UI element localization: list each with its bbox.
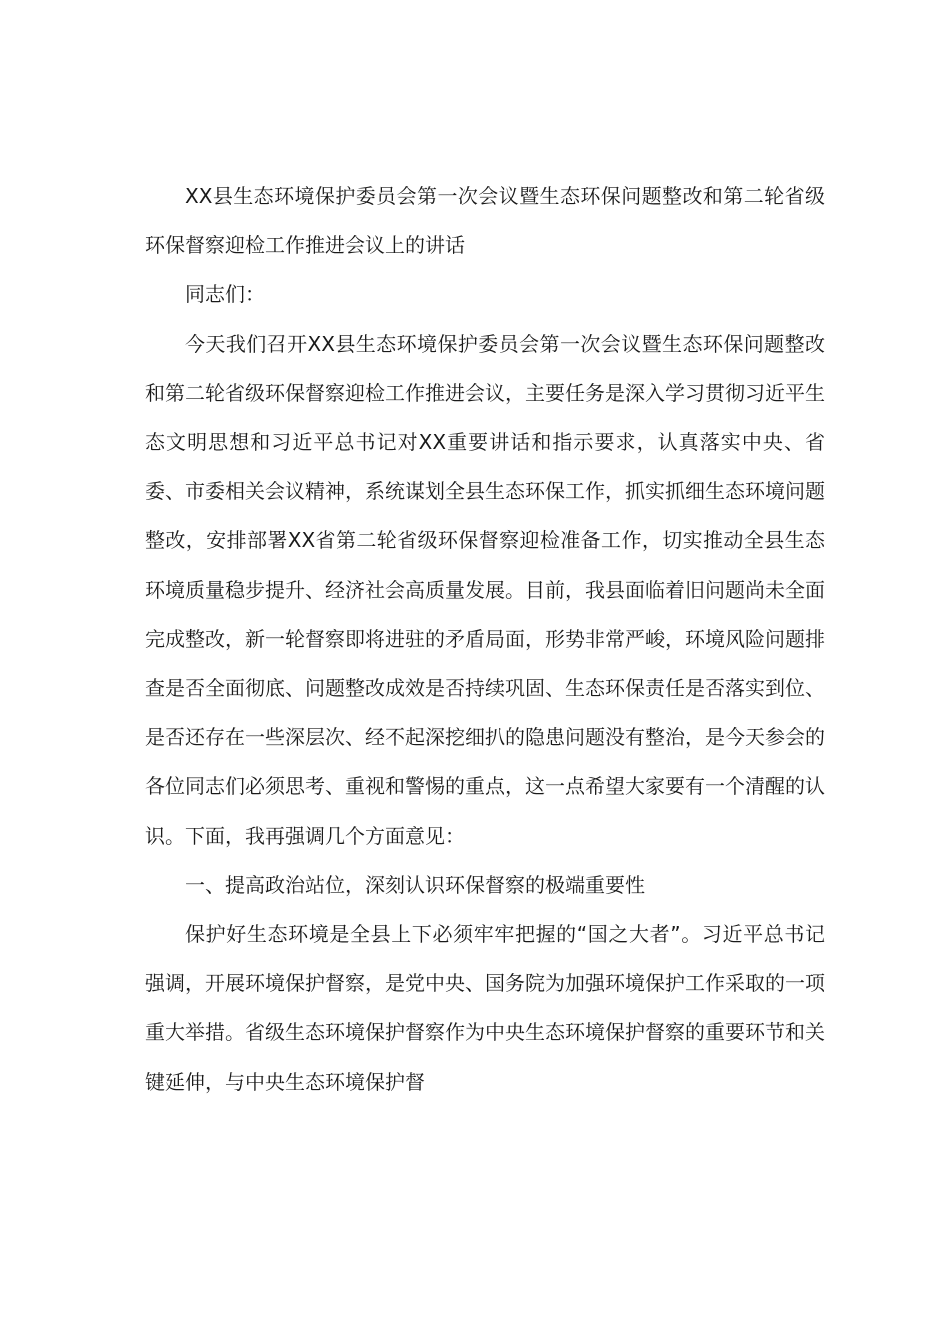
- document-body: [145, 172, 825, 1107]
- document-title: XX县生态环境保护委员会第一次会议暨生态环保问题整改和第二轮省级环保督察迎检工作推进会议上的讲话: [145, 184, 825, 258]
- body-paragraph-section-1: 保护好生态环境是全县上下必须牢牢把握的“国之大者”。习近平总书记强调，开展环境保护督察，是党中央、国务院为加强环境保护工作采取的一项重大举措。省级生态环境保护督察作为中央生态环境保护督察的重要环节和关键延伸，与中央生态环境保护督: [145, 922, 825, 1094]
- body-paragraph-intro: 今天我们召开XX县生态环境保护委员会第一次会议暨生态环保问题整改和第二轮省级环保督察迎检工作推进会议，主要任务是深入学习贯彻习近平生态文明思想和习近平总书记对XX重要讲话和指示要求，认真落实中央、省委、市委相关会议精神，系统谋划全县生态环保工作，抓实抓细生态环境问题整改，安排部署XX省第二轮省级环保督察迎检准备工作，切实推动全县生态环境质量稳步提升、经济社会高质量发展。目前，我县面临着旧问题尚未全面完成整改，新一轮督察即将进驻的矛盾局面，形势非常严峻，环境风险问题排查是否全面彻底、问题整改成效是否持续巩固、生态环保责任是否落实到位、是否还存在一些深层次、经不起深挖细扒的隐患问题没有整治，是今天参会的各位同志们必须思考、重视和警惕的重点，这一点希望大家要有一个清醒的认识。下面，我再强调几个方面意见：: [145, 331, 825, 848]
- salutation: 同志们：: [185, 282, 265, 307]
- section-heading-1: 一、提高政治站位，深刻认识环保督察的极端重要性: [185, 872, 645, 897]
